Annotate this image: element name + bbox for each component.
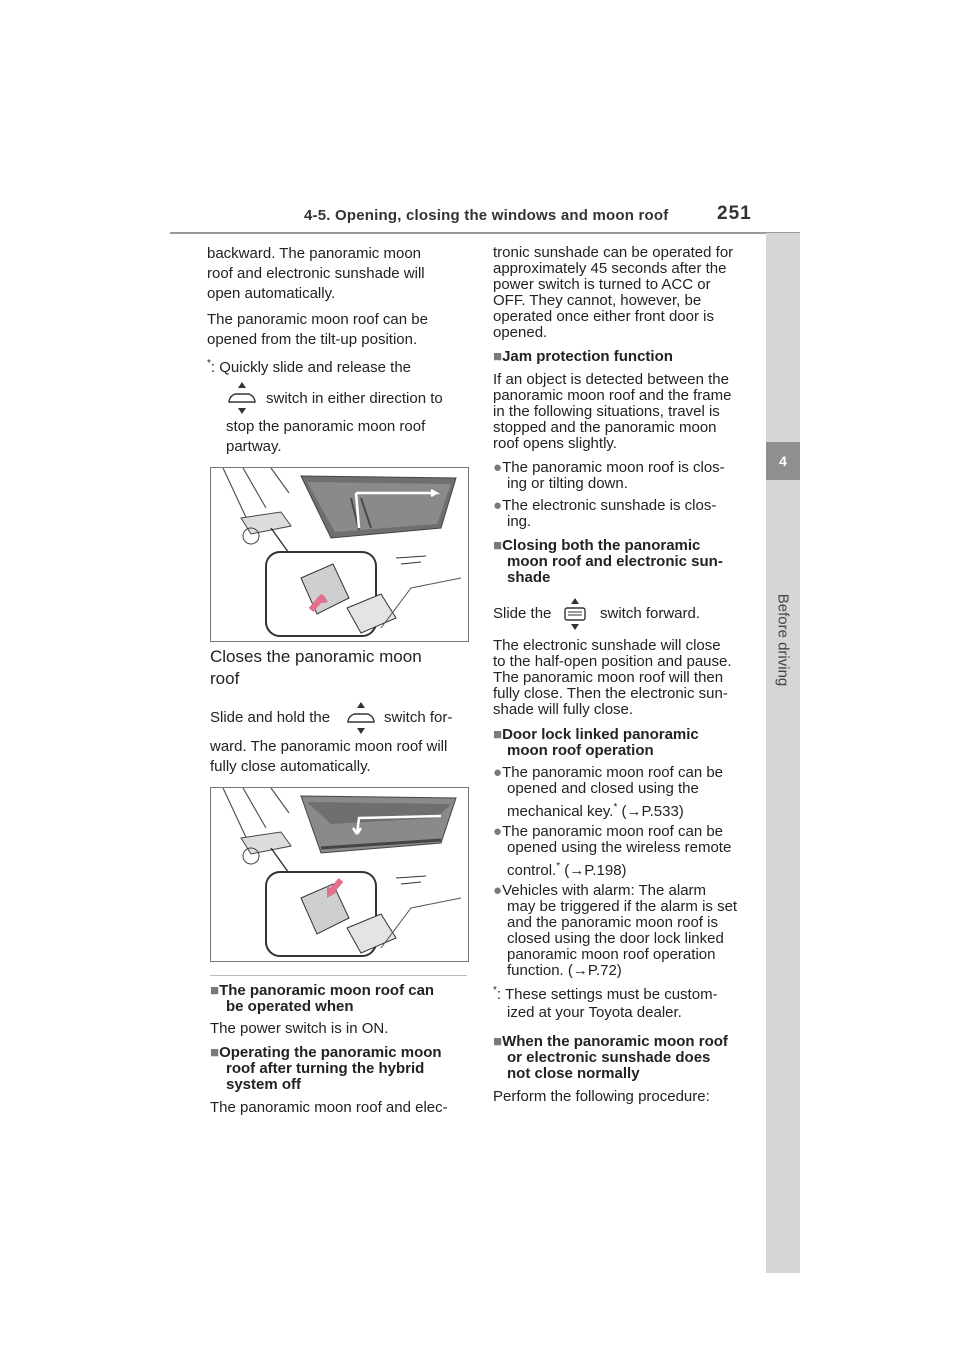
moon-roof-switch-icon: [345, 700, 377, 736]
list-item: ●The panoramic moon roof can be: [493, 764, 724, 781]
header-rule: [170, 232, 800, 234]
list-item: ●Vehicles with alarm: The alarm: [493, 882, 707, 899]
footnote-star: *: [556, 861, 561, 872]
square-bullet-icon: ■: [210, 1044, 220, 1061]
body-text: fully close. Then the electronic sun-: [493, 685, 728, 702]
subheading: ■Door lock linked panoramic: [493, 726, 699, 743]
slide-hold-text: Slide and hold the: [210, 709, 331, 726]
subheading: ■When the panoramic moon roof: [493, 1033, 728, 1050]
list-item: ing.: [507, 513, 532, 530]
list-item: function. (→P.72): [507, 962, 622, 979]
closes-heading: Closes the panoramic moon: [210, 647, 422, 666]
intro-line: roof and electronic sunshade will: [207, 265, 425, 282]
body-text: Perform the following procedure:: [493, 1088, 710, 1105]
illustration-close: [210, 787, 469, 962]
intro-line: open automatically.: [207, 285, 336, 302]
moon-roof-switch-icon: [226, 380, 258, 416]
body-text: If an object is detected between the: [493, 371, 729, 388]
body-text: The electronic sunshade will close: [493, 637, 721, 654]
closes-heading: roof: [210, 669, 240, 688]
tilt-line: opened from the tilt-up position.: [207, 331, 418, 348]
footnote-line: partway.: [226, 438, 282, 455]
body-text: tronic sunshade can be operated for: [493, 244, 734, 261]
body-text: stopped and the panoramic moon: [493, 419, 717, 436]
subheading: system off: [226, 1076, 302, 1093]
list-item: ing or tilting down.: [507, 475, 628, 492]
subheading: not close normally: [507, 1065, 640, 1082]
body-text: operated once either front door is: [493, 308, 714, 325]
arrow-icon: →: [626, 803, 642, 820]
list-item: may be triggered if the alarm is set: [507, 898, 738, 915]
bullet-icon: ●: [493, 459, 503, 476]
bullet-icon: ●: [493, 764, 503, 781]
footnote-star: *: [613, 802, 618, 813]
body-text: opened.: [493, 324, 548, 341]
page-number: 251: [717, 203, 752, 224]
list-item: panoramic moon roof operation: [507, 946, 716, 963]
body-text: panoramic moon roof and the frame: [493, 387, 732, 404]
close-roof-switch-illustration: [211, 788, 468, 961]
chapter-title: Before driving: [774, 593, 792, 687]
bullet-icon: ●: [493, 497, 503, 514]
body-text: to the half-open position and pause.: [493, 653, 732, 670]
list-item: and the panoramic moon roof is: [507, 914, 718, 931]
section-divider: [210, 975, 467, 976]
body-text: power switch is turned to ACC or: [493, 276, 711, 293]
list-item: mechanical key.* (→P.533): [507, 802, 684, 820]
body-text: switch forward.: [600, 605, 701, 622]
list-item: ●The panoramic moon roof is clos-: [493, 459, 725, 476]
square-bullet-icon: ■: [493, 348, 503, 365]
footnote-star: *: [207, 358, 211, 369]
body-text: approximately 45 seconds after the: [493, 260, 727, 277]
body-text: The panoramic moon roof will then: [493, 669, 724, 686]
footnote-line: stop the panoramic moon roof: [226, 418, 426, 435]
subheading: ■Closing both the panoramic: [493, 537, 701, 554]
list-item: closed using the door lock linked: [507, 930, 724, 947]
illustration-open: [210, 467, 469, 642]
footnote-text: : Quickly slide and release the: [210, 359, 412, 376]
list-item: ●The electronic sunshade is clos-: [493, 497, 717, 514]
body-text: OFF. They cannot, however, be: [493, 292, 702, 309]
list-item: opened and closed using the: [507, 780, 699, 797]
square-bullet-icon: ■: [493, 726, 503, 743]
subheading: ■Jam protection function: [493, 348, 673, 365]
section-title: 4-5. Opening, closing the windows and moon roof: [304, 207, 669, 224]
footnote-line: *: These settings must be custom-: [493, 985, 718, 1003]
body-text: The power switch is in ON.: [210, 1020, 389, 1037]
subheading: moon roof operation: [507, 742, 654, 759]
list-item: ●The panoramic moon roof can be: [493, 823, 724, 840]
subheading: ■Operating the panoramic moon: [210, 1044, 442, 1061]
body-text: in the following situations, travel is: [493, 403, 720, 420]
chapter-number: 4: [766, 442, 800, 480]
footnote-line: switch in either direction to: [266, 390, 443, 407]
list-item: opened using the wireless remote: [507, 839, 732, 856]
footnote-star: *: [493, 985, 497, 996]
tilt-line: The panoramic moon roof can be: [207, 311, 428, 328]
bullet-icon: ●: [493, 823, 503, 840]
body-text: shade will fully close.: [493, 701, 634, 718]
slide-hold-text: ward. The panoramic moon roof will: [210, 738, 448, 755]
square-bullet-icon: ■: [493, 1033, 503, 1050]
page-reference[interactable]: P.72): [587, 962, 622, 979]
slide-hold-text: fully close automatically.: [210, 758, 371, 775]
bullet-icon: ●: [493, 882, 503, 899]
square-bullet-icon: ■: [493, 537, 503, 554]
subheading: be operated when: [226, 998, 354, 1015]
subheading: ■The panoramic moon roof can: [210, 982, 435, 999]
sunshade-switch-icon: [559, 596, 591, 632]
page-reference[interactable]: P.198): [584, 862, 627, 879]
body-text: Slide the: [493, 605, 552, 622]
footnote-line: [207, 355, 411, 377]
subheading: roof after turning the hybrid: [226, 1060, 425, 1077]
intro-line: backward. The panoramic moon: [207, 245, 421, 262]
chapter-side-tab: [766, 233, 800, 1273]
open-roof-switch-illustration: [211, 468, 468, 641]
square-bullet-icon: ■: [210, 982, 220, 999]
arrow-icon: →: [569, 862, 585, 879]
slide-hold-text: switch for-: [384, 709, 453, 726]
body-text: The panoramic moon roof and elec-: [210, 1099, 448, 1116]
subheading: moon roof and electronic sun-: [507, 553, 723, 570]
subheading: shade: [507, 569, 551, 586]
list-item: control.* (→P.198): [507, 861, 627, 879]
page-reference[interactable]: P.533): [641, 803, 684, 820]
body-text: roof opens slightly.: [493, 435, 617, 452]
subheading: or electronic sunshade does: [507, 1049, 711, 1066]
arrow-icon: →: [572, 962, 588, 979]
footnote-line: ized at your Toyota dealer.: [507, 1004, 682, 1021]
